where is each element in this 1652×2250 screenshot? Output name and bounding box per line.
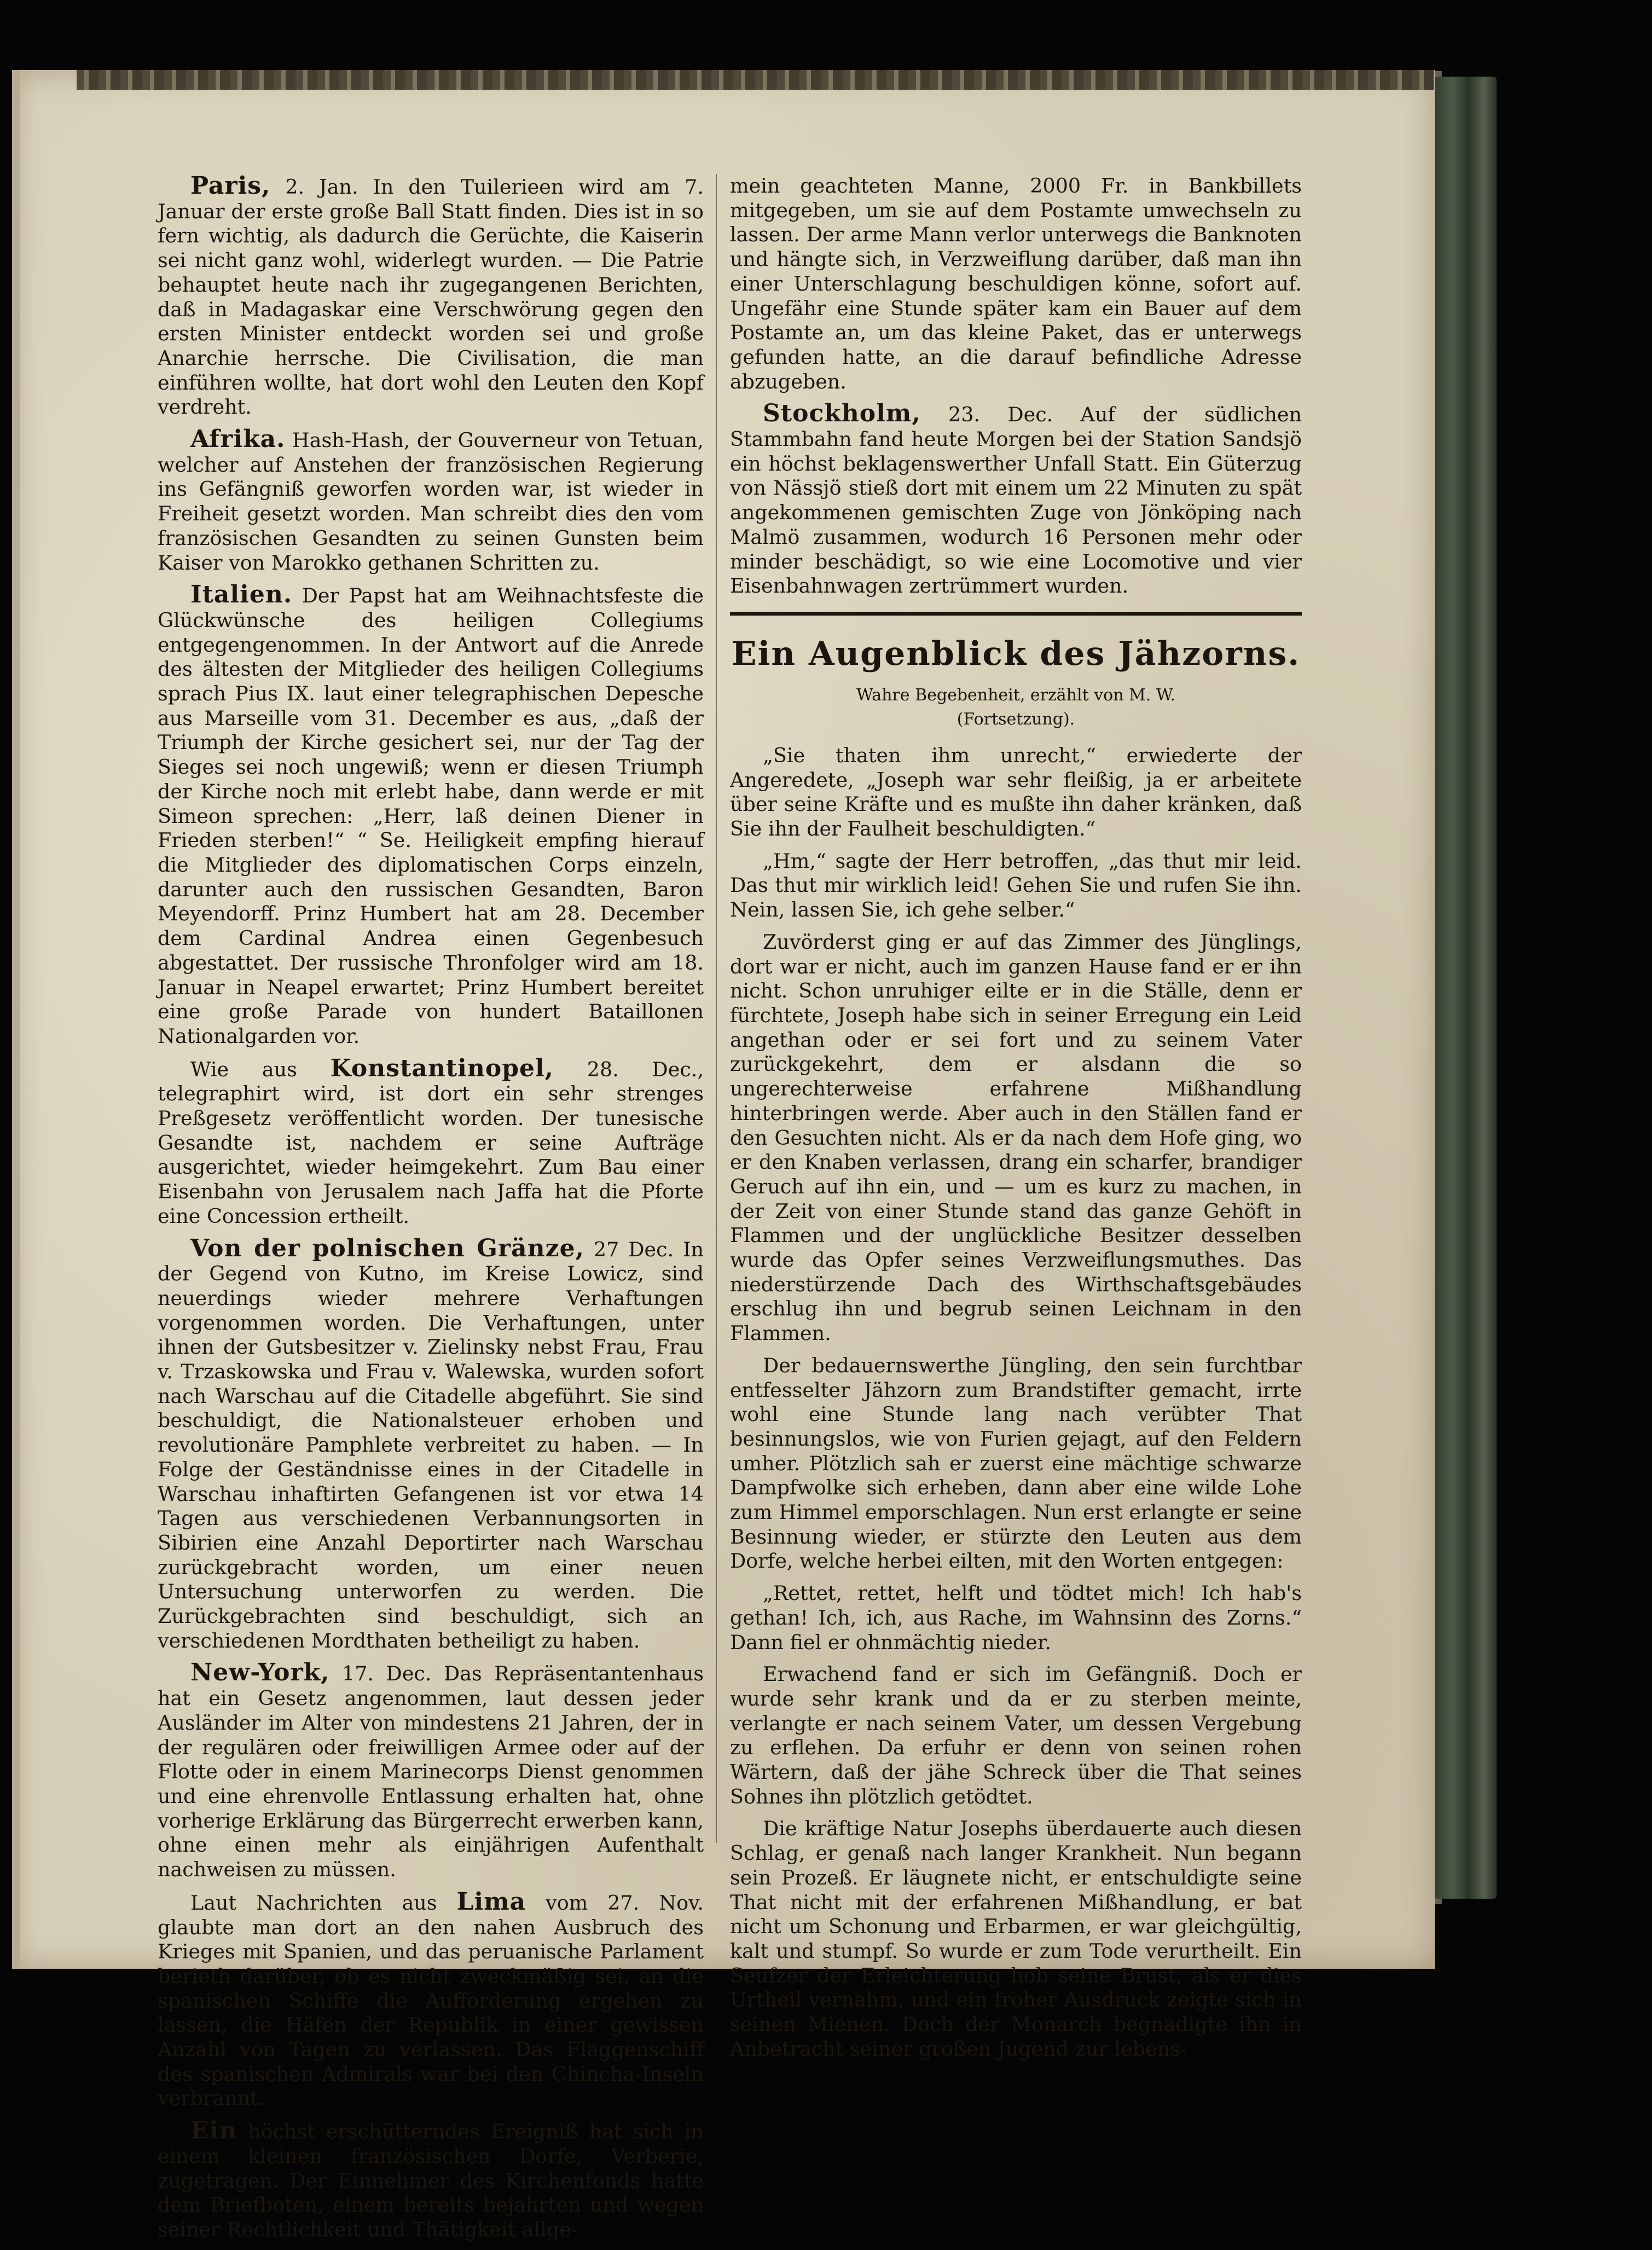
page-left-edge [12,70,20,1969]
article-text: Hash-Hash, der Gouverneur von Tetuan, welcher auf Anstehen der französischen Regierung ins Gefängniß geworfen worden war, ist wieder in Freiheit gesetzt worden. Man schreibt dies den vom französischen Gesandten zu seinen Gunsten beim Kaiser von Marokko gethanen Schritten zu. [158,428,704,575]
story-paragraph: Zuvörderst ging er auf das Zimmer des Jünglings, dort war er nicht, auch im ganzen Hause fand er er ihn nicht. Schon unruhiger eilte er in die Ställe, denn er fürchtete, Joseph habe sich in seiner Erregung ein Leid angethan oder er sei fort und zu seinem Vater zurückgekehrt, dem er alsdann die so ungerechterweise erfahrene Mißhandlung hinterbringen werde. Aber auch in den Ställen fand er den Gesuchten nicht. Als er da nach dem Hofe ging, wo er den Knaben verlassen, drang ein scharfer, brandiger Geruch auf ihn ein, und — um es kurz zu machen, in der Zeit von einer Stunde stand das ganze Gehöft in Flammen und der unglückliche Besitzer desselben wurde das Opfer seines Verzweiflungsmuthes. Das niederstürzende Dach des Wirthschaftsgebäudes erschlug ihn und begrub seinen Leichnam in den Flammen. [730,930,1302,1346]
article-text: 23. Dec. Auf der südlichen Stammbahn fand heute Morgen bei der Station Sandsjö ein höchst beklagenswerther Unfall Statt. Ein Güterzug von Nässjö stieß dort mit einem um 22 Minuten zu spät angekommenen gemischten Zuge von Jönköping nach Malmö zusammen, wodurch 16 Personen mehr oder minder beschädigt, so wie eine Locomotive und vier Eisenbahnwagen zertrümmert wurden. [730,403,1302,598]
article-text: 17. Dec. Das Repräsentantenhaus hat ein Gesetz angenommen, laut dessen jeder Ausländer im Alter von mindestens 21 Jahren, der in der regulären oder freiwilligen Armee oder auf der Flotte oder in einem Marinecorps Dienst genommen und eine ehrenvolle Entlassung erhalten hat, ohne vorherige Erklärung das Bürgerrecht erwerben kann, ohne einen mehr als einjährigen Aufenthalt nachweisen zu müssen. [158,1662,704,1882]
article-heading: Stockholm, [763,399,921,428]
article-lead: Laut Nachrichten aus [190,1891,457,1915]
right-column [730,174,1302,2069]
article-heading: Italien. [190,581,293,609]
article-text: 2. Jan. In den Tuilerieen wird am 7. Januar der erste große Ball Statt finden. Dies ist in so fern wichtig, als dadurch die Gerüchte, die Kaiserin sei nicht ganz wohl, widerlegt wurden. — Die Patrie behauptet heute nach ihr zugegangenen Berichten, daß in Madagaskar eine Verschwörung gegen den ersten Minister entdeckt worden sei und große Anarchie herrsche. Die Civilisation, die man einführen wollte, hat dort wohl den Leuten den Kopf verdreht. [158,175,704,419]
section-rule [730,612,1302,616]
story-paragraph: Die kräftige Natur Josephs überdauerte auch diesen Schlag, er genaß nach langer Krankheit. Nun begann sein Prozeß. Er läugnete nicht, er entschuldigte seine That nicht mit der erfahrenen Mißhandlung, er bat nicht um Schonung und Erbarmen, er war gleichgültig, kalt und stumpf. So wurde er zum Tode verurtheilt. Ein Seufzer der Erleichterung hob seine Brust, als er dies Urtheil vernahm, und ein froher Ausdruck zeigte sich in seinen Mienen. Doch der Monarch begnadigte ihn in Anbetracht seiner großen Jugend zur lebens- [730,1817,1302,2061]
article-konstantinopel [158,1054,704,1229]
article-italien [158,583,704,1048]
article-heading: Ein [190,2116,237,2145]
article-polen [158,1234,704,1654]
column-divider [716,174,717,1843]
article-verberie [158,2116,704,2242]
article-text: 27 Dec. In der Gegend von Kutno, im Kreise Lowicz, sind neuerdings wieder mehrere Verhaftungen vorgenommen worden. Die Verhaftungen, unter ihnen der Gutsbesitzer v. Zielinsky nebst Frau, Frau v. Trzaskowska und Frau v. Walewska, wurden sofort nach Warschau auf die Citadelle abgeführt. Sie sind beschuldigt, die Nationalsteuer erhoben und revolutionäre Pamphlete verbreitet zu haben. — In Folge der Geständnisse eines in der Citadelle in Warschau inhaftirten Gefangenen ist vor etwa 14 Tagen aus verschiedenen Verbannungsorten in Sibirien eine Anzahl Deportirter nach Warschau zurückgebracht worden, um einer neuen Untersuchung unterworfen zu werden. Die Zurückgebrachten sind beschuldigt, sich an verschiedenen Mordthaten betheiligt zu haben. [158,1237,704,1652]
article-afrika [158,427,704,575]
story-paragraph: „Hm,“ sagte der Herr betroffen, „das thut mir leid. Das thut mir wirklich leid! Gehen Sie und rufen Sie ihn. Nein, lassen Sie, ich gehe selber.“ [730,849,1302,922]
article-text: 28. Dec., telegraphirt wird, ist dort ein sehr strenges Preßgesetz veröffentlicht worden. Der tunesische Gesandte ist, nachdem er seine Aufträge ausgerichtet, wieder heimgekehrt. Zum Bau einer Eisenbahn von Jerusalem nach Jaffa hat die Pforte eine Concession ertheilt. [158,1057,704,1228]
article-heading: Lima [456,1887,526,1916]
left-column [158,174,704,2250]
article-text: Der Papst hat am Weihnachtsfeste die Glückwünsche des heiligen Collegiums entgegengenommen. In der Antwort auf die Anrede des ältesten der Mitglieder des heiligen Collegiums sprach Pius IX. laut einer telegraphischen Depesche aus Marseille vom 31. December es aus, „daß der Triumph der Kirche gesichert sei, nur der Tag der Sieges sei noch ungewiß; wenn er diesen Triumph der Kirche noch mit erlebt habe, dann werde er mit Simeon sprechen: „Herr, laß deinen Diener in Frieden sterben!“ “ Se. Heiligkeit empfing hierauf die Mitglieder des diplomatischen Corps einzeln, darunter auch den russischen Gesandten, Baron Meyendorff. Prinz Humbert hat am 28. December dem Cardinal Andrea einen Gegenbesuch abgestattet. Der russische Thronfolger wird am 18. Januar in Neapel erwartet; Prinz Humbert bereitet eine große Parade von hundert Bataillonen Nationalgarden vor. [158,584,704,1048]
book-binding [1434,77,1497,1899]
article-stockholm [730,399,1302,599]
article-text: vom 27. Nov. glaubte man dort an den nahen Ausbruch des Krieges mit Spanien, und das peruanische Parlament berieth darüber, ob es nicht zweckmäßig sei, an die spanischen Schiffe die Aufforderung ergehen zu lassen, die Häfen der Republik in einer gewissen Anzahl von Tagen zu verlassen. Das Flaggenschiff des spanischen Admirals war bei den Chincha-Inseln verbrannt. [158,1891,704,2110]
story-title: Ein Augenblick des Jähzorns. [731,634,1301,673]
article-heading: New-York, [190,1658,330,1687]
story-paragraph: Erwachend fand er sich im Gefängniß. Doch er wurde sehr krank und da er zu sterben meinte, verlangte er nach seinem Vater, um dessen Vergebung zu erflehen. Da erfuhr er denn von seinen rohen Wärtern, daß der jähe Schreck über die That seines Sohnes ihn plötzlich getödtet. [730,1662,1302,1808]
article-paris [158,174,704,420]
story-paragraph: Der bedauernswerthe Jüngling, den sein furchtbar entfesselter Jähzorn zum Brandstifter gemacht, irrte wohl eine Stunde lang nach verübter That besinnungslos, wie von Furien gejagt, auf den Feldern umher. Plötzlich sah er zuerst eine mächtige schwarze Dampfwolke sich erheben, dann aber eine wilde Lohe zum Himmel emporschlagen. Nun erst erlangte er seine Besinnung wieder, er stürzte den Leuten aus dem Dorfe, welche herbei eilten, mit den Worten entgegen: [730,1353,1302,1573]
article-continuation: mein geachteten Manne, 2000 Fr. in Bankbillets mitgegeben, um sie auf dem Postamte umwechseln zu lassen. Der arme Mann verlor unterwegs die Banknoten und hängte sich, in Verzweiflung darüber, daß man ihn einer Unterschlagung beschuldigen könne, sofort auf. Ungefähr eine Stunde später kam ein Bauer auf dem Postamte an, um das kleine Paket, das er unterwegs gefunden hatte, an die darauf befindliche Adresse abzugeben. [730,174,1302,393]
article-lima [158,1887,704,2111]
article-heading: Afrika. [190,425,286,454]
article-heading: Paris, [190,172,271,200]
article-newyork [158,1658,704,1882]
article-lead: Wie aus [190,1057,331,1081]
story-paragraph: „Sie thaten ihm unrecht,“ erwiederte der Angeredete, „Joseph war sehr fleißig, ja er arbeitete über seine Kräfte und es mußte ihn daher kränken, daß Sie ihn der Faulheit beschuldigten.“ [730,743,1302,841]
story-paragraph: „Rettet, rettet, helft und tödtet mich! Ich hab's gethan! Ich, ich, aus Rache, im Wahnsinn des Zorns.“ Dann fiel er ohnmächtig nieder. [730,1581,1302,1654]
article-heading: Von der polnischen Gränze, [190,1234,584,1262]
story-continuation-note: (Fortsetzung). [957,709,1075,729]
article-heading: Konstantinopel, [330,1054,554,1082]
article-text: höchst erschütterndes Ereigniß hat sich in einem kleinen französischen Dorfe, Verberie, zugetragen. Der Einnehmer des Kirchenfonds hatte dem Briefboten, einem bereits bejahrten und wegen seiner Rechtlichkeit und Thätigkeit allge- [158,2120,704,2241]
story-byline: Wahre Begebenheit, erzählt von M. W. [856,685,1175,705]
page-top-edge [77,70,1434,90]
